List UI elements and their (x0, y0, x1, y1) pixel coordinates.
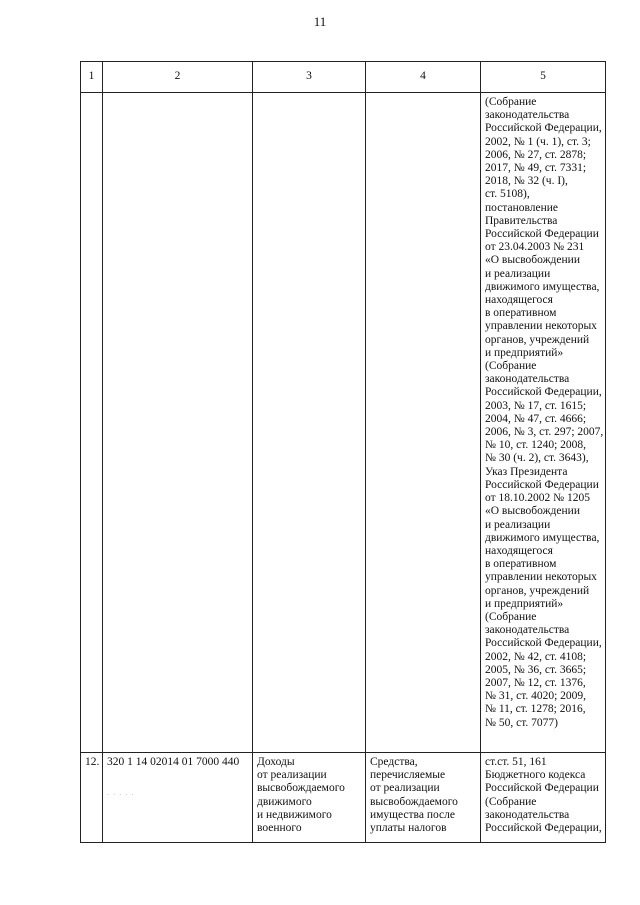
header-col-1: 1 (81, 62, 103, 93)
text-line: Российской Федерации (485, 782, 599, 795)
text-line: высвобождаемого (257, 782, 345, 795)
text-line: и предприятий» (485, 346, 564, 359)
text-line: Правительства (485, 214, 558, 227)
text-line: Российской Федерации, (485, 386, 602, 399)
text-line: Доходы (257, 756, 295, 768)
text-line: № 31, ст. 4020; 2009, (485, 690, 587, 703)
document-table (80, 61, 606, 843)
text-line: органов, учреждений (485, 584, 590, 597)
text-line: (Собрание (485, 96, 537, 108)
text-line: от реализации (370, 782, 440, 795)
text-line: Российской Федерации, (485, 637, 602, 650)
header-col-5: 5 (481, 62, 606, 93)
text-line: высвобождаемого (370, 795, 458, 808)
text-line: от 23.04.2003 № 231 (485, 241, 585, 254)
text-line: Средства, (370, 756, 418, 768)
header-col-2: 2 (103, 62, 253, 93)
text-line: органов, учреждений (485, 333, 590, 346)
text-line: управлении некоторых (485, 320, 597, 333)
row1-col5-legal-refs (481, 93, 606, 753)
text-line: и реализации (485, 518, 551, 531)
budget-code: 320 1 14 02014 01 7000 440 (107, 756, 240, 768)
table-header-row (81, 62, 606, 93)
text-line: законодательства (485, 624, 570, 637)
legal-references-text (485, 96, 604, 730)
text-line: движимого имущества, (485, 531, 600, 544)
text-line: 2018, № 32 (ч. I), (485, 175, 568, 188)
text-line: 2017, № 49, ст. 7331; (485, 162, 587, 175)
funds-description (370, 756, 476, 835)
text-line: 2003, № 17, ст. 1615; (485, 399, 587, 412)
text-line: № 11, ст. 1278; 2016, (485, 703, 586, 716)
text-line: движимого имущества, (485, 280, 600, 293)
text-line: 2006, № 3, ст. 297; 2007, (485, 426, 604, 439)
row1-col4 (366, 93, 481, 753)
text-line: движимого (257, 795, 312, 808)
text-line: 2005, № 36, ст. 3665; (485, 663, 587, 676)
text-line: (Собрание (485, 795, 537, 808)
text-line: 2007, № 12, ст. 1376, (485, 676, 586, 689)
text-line: Бюджетного кодекса (485, 769, 586, 782)
header-col-3: 3 (253, 62, 366, 93)
text-line: находящегося (485, 544, 553, 557)
text-line: 2006, № 27, ст. 2878; (485, 148, 587, 161)
text-line: (Собрание (485, 360, 537, 373)
text-line: перечисляемые (370, 769, 446, 782)
row2-number (81, 753, 103, 843)
row1-col2 (103, 93, 253, 753)
text-line: ст.ст. 51, 161 (485, 756, 547, 768)
table-row (81, 93, 606, 753)
text-line: от реализации (257, 769, 327, 782)
page-number: 11 (313, 14, 327, 29)
text-line: Российской Федерации (485, 228, 599, 241)
row-number: 12. (85, 756, 100, 768)
text-line: «О высвобождении (485, 505, 580, 518)
text-line: «О высвобождении (485, 254, 580, 267)
text-line: имущества после (370, 808, 455, 821)
text-line: уплаты налогов (370, 822, 447, 835)
row2-col5 (481, 753, 606, 843)
text-line: № 10, ст. 1240; 2008, (485, 439, 587, 452)
income-description (257, 756, 361, 835)
text-line: ст. 5108), (485, 188, 530, 201)
legal-basis (485, 756, 601, 835)
text-line: находящегося (485, 294, 553, 307)
text-line: Российской Федерации, (485, 122, 602, 135)
text-line: военного (257, 822, 302, 835)
text-line: законодательства (485, 808, 570, 821)
text-line: и недвижимого (257, 808, 332, 821)
table-row (81, 753, 606, 843)
text-line: и предприятий» (485, 597, 564, 610)
text-line: управлении некоторых (485, 571, 597, 584)
text-line: от 18.10.2002 № 1205 (485, 492, 590, 505)
text-line: № 30 (ч. 2), ст. 3643), (485, 452, 589, 465)
text-line: законодательства (485, 373, 570, 386)
text-line: в оперативном (485, 558, 557, 571)
faint-marks: · · · · · (107, 791, 135, 800)
text-line: 2002, № 42, ст. 4108; (485, 650, 587, 663)
row1-col1 (81, 93, 103, 753)
text-line: Указ Президента (485, 465, 568, 478)
row2-code (103, 753, 253, 843)
text-line: № 50, ст. 7077) (485, 716, 558, 729)
text-line: и реализации (485, 267, 551, 280)
row1-col3 (253, 93, 366, 753)
text-line: законодательства (485, 109, 570, 122)
text-line: 2004, № 47, ст. 4666; (485, 412, 587, 425)
text-line: Российской Федерации, (485, 822, 602, 835)
text-line: 2002, № 1 (ч. 1), ст. 3; (485, 135, 591, 148)
text-line: постановление (485, 201, 559, 214)
row2-col4 (366, 753, 481, 843)
text-line: (Собрание (485, 610, 537, 623)
text-line: Российской Федерации (485, 478, 599, 491)
text-line: в оперативном (485, 307, 557, 320)
header-col-4: 4 (366, 62, 481, 93)
row2-col3 (253, 753, 366, 843)
